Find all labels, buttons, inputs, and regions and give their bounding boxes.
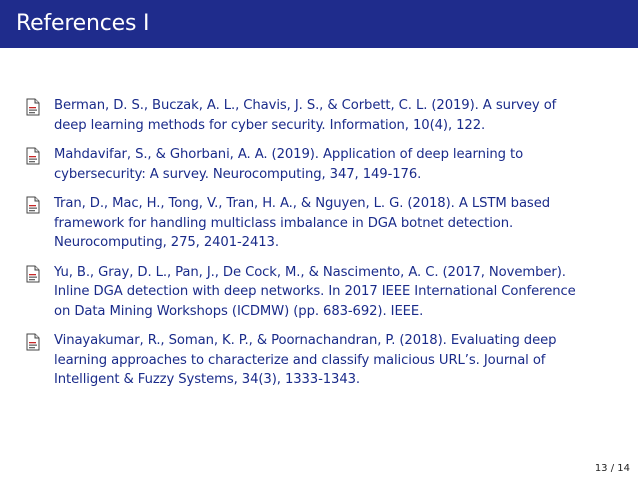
reference-item: [0, 263, 638, 322]
page-number: 13 / 14: [594, 463, 630, 474]
title-bar: [0, 0, 638, 48]
reference-line: Yu, B., Gray, D. L., Pan, J., De Cock, M., & Nascimento, A. C. (2017, November).: [54, 264, 566, 280]
document-icon: [26, 196, 40, 214]
reference-line: Intelligent & Fuzzy Systems, 34(3), 1333-1343.: [54, 372, 361, 387]
reference-line: deep learning methods for cyber security. Information, 10(4), 122.: [54, 117, 486, 133]
reference-line: cybersecurity: A survey. Neurocomputing, 347, 149-176.: [54, 166, 422, 182]
reference-line: Neurocomputing, 275, 2401-2413.: [54, 235, 279, 250]
reference-text: [54, 263, 624, 322]
document-icon: [26, 147, 40, 165]
reference-text: [54, 145, 624, 184]
reference-text: [54, 331, 624, 390]
document-icon: [26, 98, 40, 116]
document-icon: [26, 333, 40, 351]
reference-line: Vinayakumar, R., Soman, K. P., & Poornachandran, P. (2018). Evaluating deep: [54, 333, 557, 348]
document-icon: [26, 265, 40, 283]
reference-line: learning approaches to characterize and classify malicious URL’s. Journal of: [54, 352, 546, 368]
reference-line: on Data Mining Workshops (ICDMW) (pp. 683-692). IEEE.: [54, 303, 424, 319]
reference-text: [54, 96, 624, 135]
reference-item: [0, 194, 638, 253]
reference-item: [0, 96, 638, 135]
reference-item: [0, 331, 638, 390]
slide-title: References I: [16, 11, 150, 36]
reference-item: [0, 145, 638, 184]
reference-line: Berman, D. S., Buczak, A. L., Chavis, J. S., & Corbett, C. L. (2019). A survey of: [54, 98, 557, 113]
reference-line: Inline DGA detection with deep networks. In 2017 IEEE International Conference: [54, 284, 576, 299]
reference-line: Mahdavifar, S., & Ghorbani, A. A. (2019). Application of deep learning to: [54, 147, 524, 162]
reference-line: Tran, D., Mac, H., Tong, V., Tran, H. A., & Nguyen, L. G. (2018). A LSTM based: [54, 196, 550, 211]
reference-text: [54, 194, 624, 253]
references-list: [0, 96, 638, 400]
reference-line: framework for handling multiclass imbalance in DGA botnet detection.: [54, 215, 514, 231]
